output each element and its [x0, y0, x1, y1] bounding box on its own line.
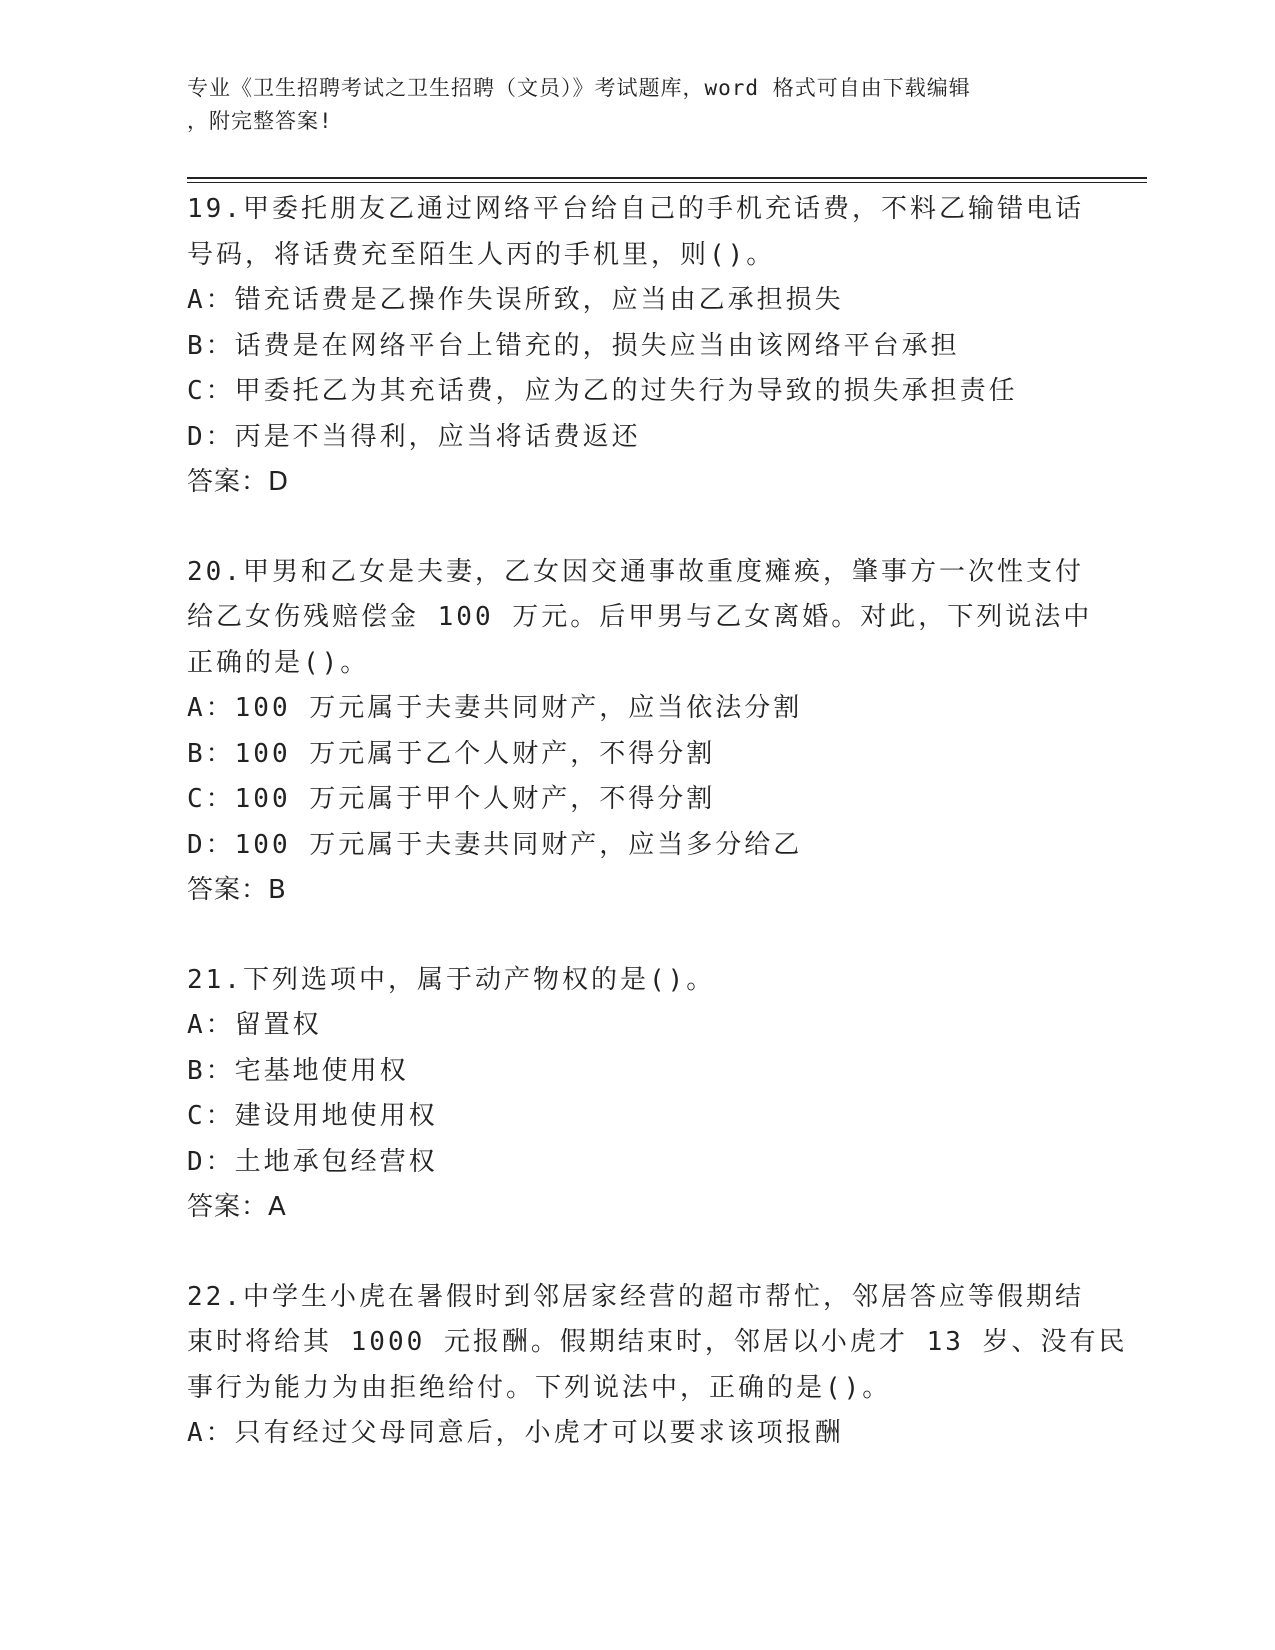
question-line: 号码，将话费充至陌生人丙的手机里，则()。: [187, 239, 776, 270]
question-text: [187, 550, 1147, 687]
question-line: 19.甲委托朋友乙通过网络平台给自己的手机充话费，不料乙输错电话: [187, 194, 1084, 224]
question-list: [187, 187, 1147, 1501]
option-a: A：错充话费是乙操作失误所致，应当由乙承担损失: [187, 285, 844, 315]
question-line: 事行为能力为由拒绝给付。下列说法中，正确的是()。: [187, 1372, 892, 1403]
question-text: [187, 1275, 1147, 1412]
option-b: B：话费是在网络平台上错充的，损失应当由该网络平台承担: [187, 330, 960, 361]
option-b: B：宅基地使用权: [187, 1055, 409, 1086]
question-19: [187, 187, 1147, 506]
question-text: [187, 958, 1147, 1004]
option-c: C：甲委托乙为其充话费，应为乙的过失行为导致的损失承担责任: [187, 376, 1018, 406]
option-c: C：建设用地使用权: [187, 1101, 438, 1131]
question-line: 束时将给其 1000 元报酬。假期结束时，邻居以小虎才 13 岁、没有民: [187, 1327, 1128, 1357]
question-line: 正确的是()。: [187, 647, 370, 678]
header-line-1: 专业《卫生招聘考试之卫生招聘（文员）》考试题库，word 格式可自由下载编辑: [187, 76, 971, 100]
answer: 答案：B: [187, 875, 287, 905]
option-a: A：留置权: [187, 1010, 322, 1040]
option-d: D：100 万元属于夫妻共同财产，应当多分给乙: [187, 829, 803, 860]
option-a: A：只有经过父母同意后，小虎才可以要求该项报酬: [187, 1418, 844, 1448]
question-line: 21.下列选项中，属于动产物权的是()。: [187, 964, 716, 995]
question-line: 20.甲男和乙女是夫妻，乙女因交通事故重度瘫痪，肇事方一次性支付: [187, 556, 1084, 587]
question-line: 给乙女伤残赔偿金 100 万元。后甲男与乙女离婚。对此，下列说法中: [187, 602, 1093, 632]
answer: 答案：D: [187, 467, 290, 497]
header-line-2: ，附完整答案!: [187, 109, 333, 133]
option-c: C：100 万元属于甲个人财产，不得分割: [187, 784, 716, 814]
option-d: D：土地承包经营权: [187, 1146, 438, 1177]
document-header: [187, 72, 1087, 138]
question-text: [187, 187, 1147, 278]
header-rule-thin: [187, 182, 1147, 183]
option-a: A：100 万元属于夫妻共同财产，应当依法分割: [187, 693, 803, 723]
option-b: B：100 万元属于乙个人财产，不得分割: [187, 738, 716, 769]
question-20: [187, 550, 1147, 914]
question-22: [187, 1275, 1147, 1457]
header-rule-thick: [187, 177, 1147, 179]
answer: 答案：A: [187, 1192, 287, 1222]
option-d: D：丙是不当得利，应当将话费返还: [187, 421, 641, 452]
question-line: 22.中学生小虎在暑假时到邻居家经营的超市帮忙，邻居答应等假期结: [187, 1281, 1084, 1312]
question-21: [187, 958, 1147, 1231]
